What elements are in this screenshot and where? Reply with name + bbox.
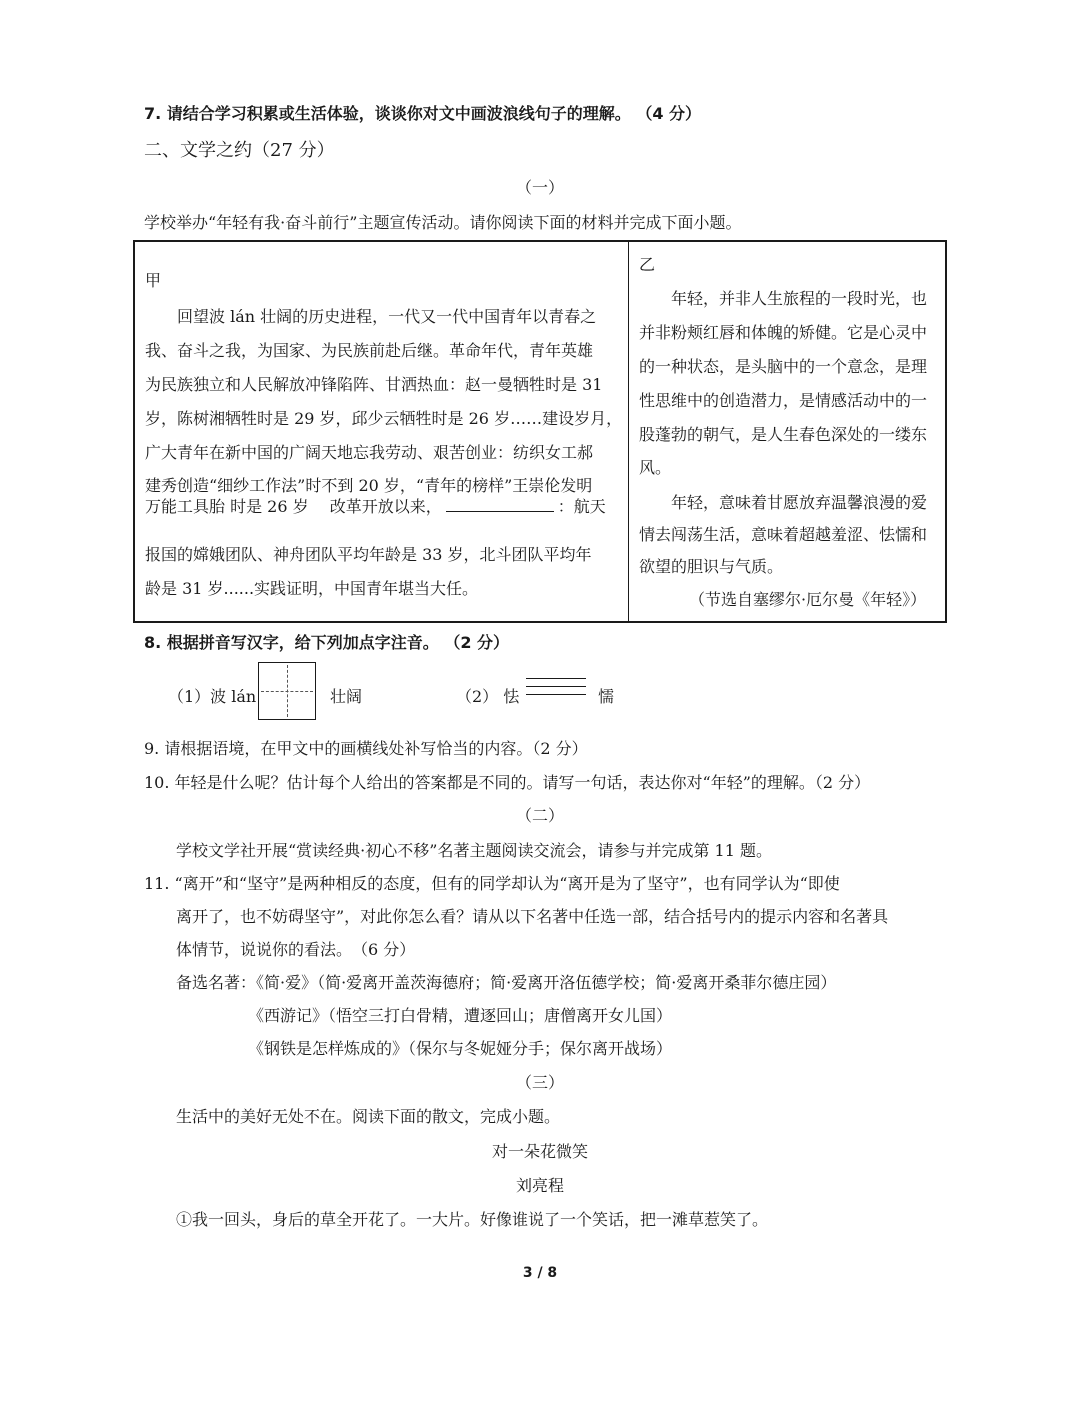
part-3-label: （三） [515,1073,564,1092]
jia-line: 为民族独立和人民解放冲锋陷阵、甘洒热血：赵一曼牺牲时是 31 [145,375,603,394]
q8-item-1-suffix: 壮阔 [330,687,363,706]
material-table [133,240,947,623]
question-11-line: 体情节，说说你的看法。 （6 分） [176,940,416,959]
part-2-label: （二） [515,806,564,825]
question-8: 8. 根据拼音写汉字，给下列加点字注音。 （2 分） [144,633,510,652]
q8-item-2-suffix: 懦 [598,687,615,706]
question-9: 9. 请根据语境，在甲文中的画横线处补写恰当的内容。（2 分） [144,739,588,758]
q8-item-2-prefix: （2） 怯 [456,687,520,706]
fill-in-blank[interactable] [446,497,554,512]
yi-line: 情去闯荡生活，意味着超越羞涩、怯懦和 [639,525,928,544]
part-1-label: （一） [515,178,564,197]
part-2-intro: 学校文学社开展“赏读经典·初心不移”名著主题阅读交流会，请参与并完成第 11 题。 [176,841,772,860]
yi-line: 欲望的胆识与气质。 [639,557,784,576]
yi-line: 的一种状态，是头脑中的一个意念，是理 [639,357,928,376]
jia-line: 建秀创造“细纱工作法”时不到 20 岁，“青年的榜样”王崇伦发明 [145,476,593,495]
question-11-line: 11. “离开”和“坚守”是两种相反的态度，但有的同学却认为“离开是为了坚守”，也有同学认为“即使 [144,874,840,893]
pinyin-writing-lines[interactable] [526,678,586,702]
jia-line: 岁，陈树湘牺牲时是 29 岁，邱少云牺牲时是 26 岁……建设岁月， [145,409,623,428]
essay-author: 刘亮程 [515,1176,564,1195]
essay-paragraph-1: ①我一回头，身后的草全开花了。一大片。好像谁说了一个笑话，把一滩草惹笑了。 [176,1210,769,1229]
yi-line: 风。 [639,458,672,477]
question-7: 7. 请结合学习积累或生活体验，谈谈你对文中画波浪线句子的理解。 （4 分） [144,104,702,123]
writing-grid-box[interactable] [258,662,316,720]
section-2-title: 二、文学之约（27 分） [144,140,335,161]
question-11-line: 离开了，也不妨碍坚守”，对此你怎么看？请从以下名著中任选一部，结合括号内的提示内容和名著具 [176,907,889,926]
jia-line: 报国的嫦娥团队、神舟团队平均年龄是 33 岁，北斗团队平均年 [145,545,592,564]
pinyin-line [526,694,586,695]
book-option: 《西游记》（悟空三打白骨精，遭逐回山；唐僧离开女儿国） [248,1006,673,1025]
material-yi [639,242,945,622]
part-3-intro: 生活中的美好无处不在。阅读下面的散文，完成小题。 [176,1107,561,1126]
page-number: 3 / 8 [522,1265,558,1281]
jia-line-part: 万能工具胎 时是 26 岁 改革开放以来， [145,497,442,516]
yi-line: 年轻，并非人生旅程的一段时光，也 [671,289,928,308]
jia-line-with-blank [145,496,606,518]
question-10: 10. 年轻是什么呢？估计每个人给出的答案都是不同的。请写一句话，表达你对“年轻”的理解。（2 分） [144,773,871,792]
yi-line: 并非粉颊红唇和体魄的矫健。它是心灵中 [639,323,928,342]
essay-title: 对一朵花微笑 [491,1142,588,1161]
jia-line: 回望波 lán 壮阔的历史进程，一代又一代中国青年以青春之 [177,307,597,326]
jia-label: 甲 [145,271,162,290]
yi-line: 股蓬勃的朝气，是人生春色深处的一缕东 [639,425,928,444]
pinyin-line [526,686,586,687]
jia-line: 龄是 31 岁......实践证明，中国青年堪当大任。 [145,579,479,598]
jia-line-part: ：航天 [557,497,606,516]
yi-line: 年轻，意味着甘愿放弃温馨浪漫的爱 [671,493,928,512]
pinyin-line [526,678,586,679]
material-jia [145,242,625,622]
yi-label: 乙 [639,255,656,274]
book-option: 备选名著：《简·爱》（简·爱离开盖茨海德府；简·爱离开洛伍德学校；简·爱离开桑菲尔德庄园） [176,973,837,992]
grid-guide-vertical [287,665,288,717]
table-divider [628,242,629,621]
yi-source: （节选自塞缪尔·厄尔曼《年轻》） [689,590,927,609]
jia-line: 广大青年在新中国的广阔天地忘我劳动、艰苦创业：纺织女工郝 [145,443,594,462]
yi-line: 性思维中的创造潜力，是情感活动中的一 [639,391,928,410]
q8-item-1-prefix: （1）波 lán [168,687,257,706]
part-1-intro: 学校举办“年轻有我·奋斗前行”主题宣传活动。请你阅读下面的材料并完成下面小题。 [144,213,742,232]
book-option: 《钢铁是怎样炼成的》（保尔与冬妮娅分手；保尔离开战场） [248,1039,673,1058]
jia-line: 我、奋斗之我，为国家、为民族前赴后继。革命年代，青年英雄 [145,341,594,360]
